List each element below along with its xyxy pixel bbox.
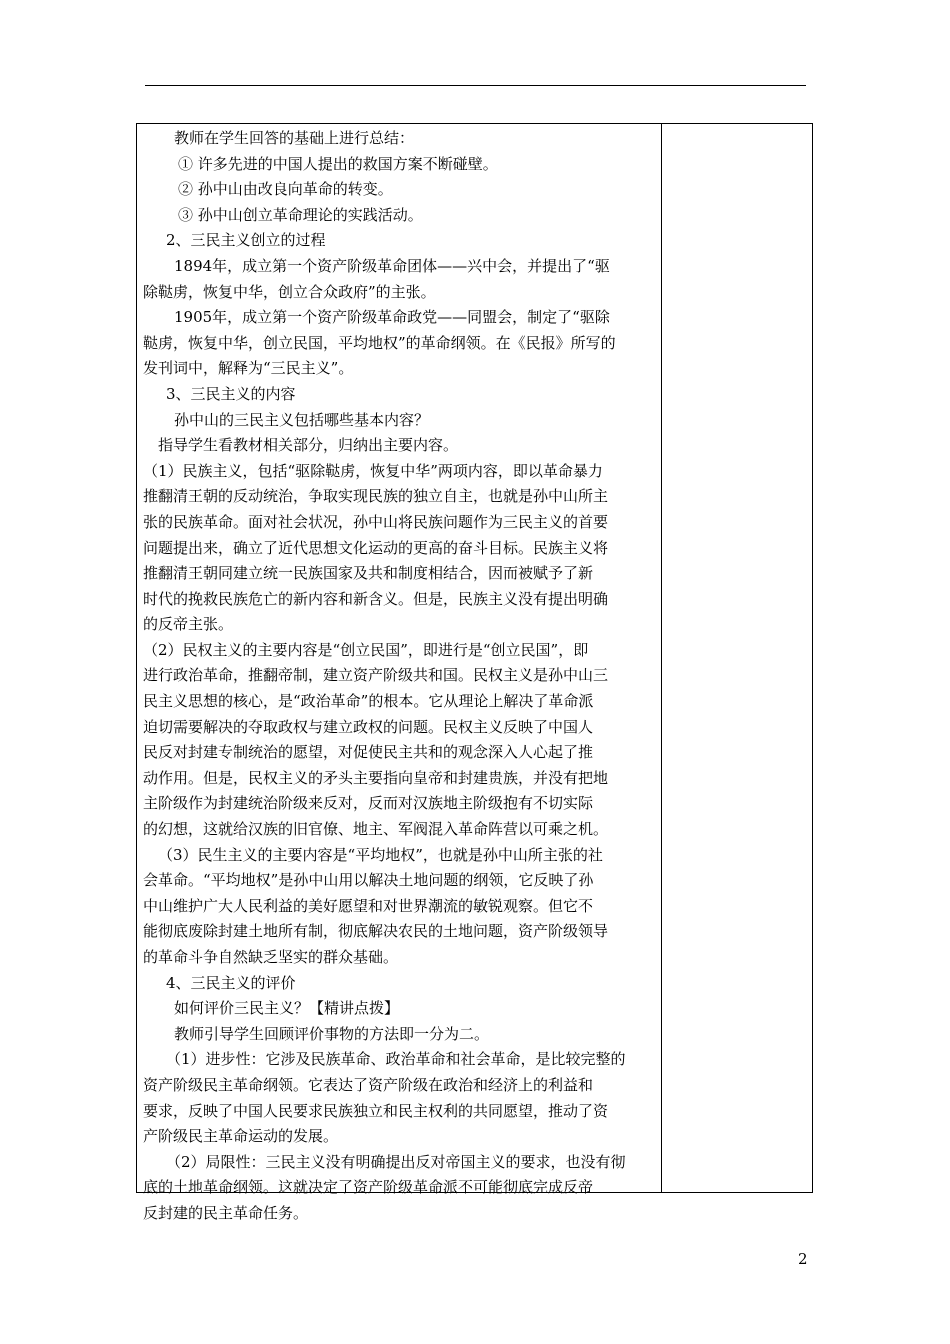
text-line: 鞑虏，恢复中华，创立民国，平均地权”的革命纲领。在《民报》所写的 bbox=[143, 333, 616, 352]
text-line: （2）民权主义的主要内容是“创立民国”，即进行是“创立民国”，即 bbox=[143, 640, 589, 659]
text-line: ③ 孙中山创立革命理论的实践活动。 bbox=[178, 205, 423, 224]
header-rule bbox=[145, 85, 806, 86]
text-line: 的幻想，这就给汉族的旧官僚、地主、军阀混入革命阵营以可乘之机。 bbox=[143, 820, 609, 839]
text-line: （1）进步性：它涉及民族革命、政治革命和社会革命，是比较完整的 bbox=[166, 1050, 626, 1069]
text-line: 民主义思想的核心，是“政治革命”的根本。它从理论上解决了革命派 bbox=[143, 692, 594, 711]
text-line: 进行政治革命，推翻帝制，建立资产阶级共和国。民权主义是孙中山三 bbox=[143, 666, 609, 685]
text-line: （2）局限性：三民主义没有明确提出反对帝国主义的要求，也没有彻 bbox=[166, 1152, 626, 1171]
text-line: 问题提出来，确立了近代思想文化运动的更高的奋斗目标。民族主义将 bbox=[143, 538, 609, 557]
text-line: 2、三民主义创立的过程 bbox=[166, 231, 326, 250]
text-line: 动作用。但是，民权主义的矛头主要指向皇帝和封建贵族，并没有把地 bbox=[143, 768, 609, 787]
text-line: 3、三民主义的内容 bbox=[166, 384, 296, 403]
text-line: ① 许多先进的中国人提出的救国方案不断碰壁。 bbox=[178, 154, 498, 173]
text-line: 推翻清王朝的反动统治，争取实现民族的独立自主，也就是孙中山所主 bbox=[143, 487, 609, 506]
text-line: （3）民生主义的主要内容是“平均地权”，也就是孙中山所主张的社 bbox=[158, 845, 603, 864]
content-table bbox=[136, 123, 813, 1222]
text-line: 要求，反映了中国人民要求民族独立和民主权利的共同愿望，推动了资 bbox=[143, 1101, 609, 1120]
text-line: 主阶级作为封建统治阶级来反对，反而对汉族地主阶级抱有不切实际 bbox=[143, 794, 594, 813]
text-line: 如何评价三民主义？【精讲点拨】 bbox=[174, 999, 400, 1018]
text-line: 会革命。“平均地权”是孙中山用以解决土地问题的纲领，它反映了孙 bbox=[143, 871, 594, 890]
page-number: 2 bbox=[798, 1250, 808, 1268]
text-line: 指导学生看教材相关部分，归纳出主要内容。 bbox=[158, 436, 459, 455]
main-content-cell bbox=[137, 124, 661, 1222]
text-line: 孙中山的三民主义包括哪些基本内容？ bbox=[174, 410, 430, 429]
text-line: （1）民族主义，包括“驱除鞑虏，恢复中华”两项内容，即以革命暴力 bbox=[143, 461, 603, 480]
text-line: 时代的挽救民族危亡的新内容和新含义。但是，民族主义没有提出明确 bbox=[143, 589, 609, 608]
text-line: 教师引导学生回顾评价事物的方法即一分为二。 bbox=[174, 1024, 490, 1043]
text-line: 张的民族革命。面对社会状况，孙中山将民族问题作为三民主义的首要 bbox=[143, 512, 609, 531]
text-line: 的革命斗争自然缺乏坚实的群众基础。 bbox=[143, 948, 399, 966]
text-line: 推翻清王朝同建立统一民族国家及共和制度相结合，因而被赋予了新 bbox=[143, 564, 594, 583]
text-line: 的反帝主张。 bbox=[143, 615, 234, 634]
text-line: 产阶级民主革命运动的发展。 bbox=[143, 1127, 339, 1146]
text-line: 除鞑虏，恢复中华，创立合众政府”的主张。 bbox=[143, 282, 436, 301]
text-line: 1905年，成立第一个资产阶级革命政党——同盟会，制定了“驱除 bbox=[174, 308, 610, 327]
text-line: 民反对封建专制统治的愿望，对促使民主共和的观念深入人心起了推 bbox=[143, 743, 594, 762]
text-line: 资产阶级民主革命纲领。它表达了资产阶级在政治和经济上的利益和 bbox=[143, 1075, 594, 1094]
text-line: 1894年，成立第一个资产阶级革命团体——兴中会，并提出了“驱 bbox=[174, 256, 610, 275]
text-line: 中山维护广大人民利益的美好愿望和对世界潮流的敏锐观察。但它不 bbox=[143, 896, 594, 915]
text-line: 发刊词中，解释为“三民主义”。 bbox=[143, 359, 354, 378]
text-line: 反封建的民主革命任务。 bbox=[143, 1203, 309, 1222]
text-line: 能彻底废除封建土地所有制，彻底解决农民的土地问题，资产阶级领导 bbox=[143, 922, 609, 941]
text-line: 教师在学生回答的基础上进行总结： bbox=[174, 129, 415, 147]
text-line: ② 孙中山由改良向革命的转变。 bbox=[178, 180, 393, 199]
text-line: 4、三民主义的评价 bbox=[166, 973, 296, 992]
text-line: 底的土地革命纲领。这就决定了资产阶级革命派不可能彻底完成反帝 bbox=[143, 1178, 594, 1197]
text-line: 迫切需要解决的夺取政权与建立政权的问题。民权主义反映了中国人 bbox=[143, 717, 594, 736]
side-notes-cell bbox=[662, 124, 812, 1192]
